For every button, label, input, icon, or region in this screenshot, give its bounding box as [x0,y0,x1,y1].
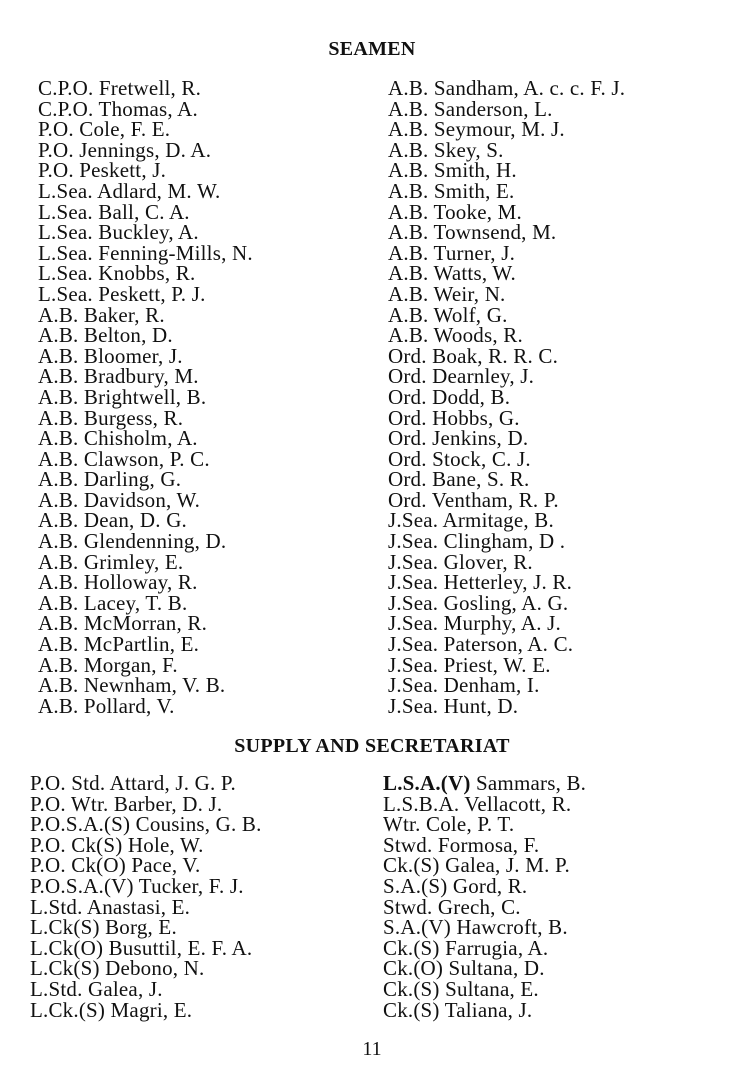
crew-entry: J.Sea. Murphy, A. J. [388,611,561,636]
crew-entry: A.B. Clawson, P. C. [38,446,210,471]
crew-entry: A.B. Seymour, M. J. [388,117,565,142]
crew-entry: J.Sea. Hunt, D. [388,693,519,718]
crew-entry: P.O.S.A.(V) Tucker, F. J. [30,873,244,898]
crew-entry: A.B. Wolf, G. [388,302,508,327]
crew-entry: P.O. Peskett, J. [38,158,167,183]
crew-entry: L.Sea. Peskett, P. J. [38,281,206,306]
crew-entry: A.B. Pollard, V. [38,693,175,718]
crew-entry: A.B. Skey, S. [388,137,504,162]
crew-entry: Ord. Dearnley, J. [388,364,535,389]
crew-entry: S.A.(V) Hawcroft, B. [383,915,568,940]
crew-entry: P.O. Ck(O) Pace, V. [30,853,201,878]
crew-entry: L.Ck(S) Debono, N. [30,956,205,981]
crew-entry: L.Sea. Adlard, M. W. [38,178,221,203]
crew-entry: C.P.O. Fretwell, R. [38,76,202,100]
supply-heading: SUPPLY AND SECRETARIAT [234,735,510,757]
crew-entry: A.B. McMorran, R. [38,611,208,636]
crew-entry: L.Sea. Fenning-Mills, N. [38,240,253,265]
crew-entry: Ck.(O) Sultana, D. [383,956,545,981]
crew-entry: S.A.(S) Gord, R. [383,873,528,898]
crew-entry: Stwd. Formosa, F. [383,832,540,857]
supply-left-column [30,773,262,1020]
seamen-left-column [38,78,253,716]
crew-entry: L.Sea. Buckley, A. [38,220,199,245]
crew-entry: L.Sea. Knobbs, R. [38,261,196,286]
crew-entry: Ck.(S) Galea, J. M. P. [383,853,570,878]
crew-entry: J.Sea. Armitage, B. [388,508,554,533]
crew-entry: Ord. Hobbs, G. [388,405,520,430]
crew-entry: A.B. Burgess, R. [38,405,184,430]
supply-right-first-entry [383,773,586,794]
rating-abbrev: L.S.A.(V) [383,771,471,795]
crew-entry: P.O. Std. Attard, J. G. P. [30,771,236,795]
crew-entry: A.B. Weir, N. [388,281,506,306]
entry-name: Sammars, B. [470,771,587,795]
crew-entry: L.Ck(O) Busuttil, E. F. A. [30,935,253,960]
crew-entry: P.O. Cole, F. E. [38,117,171,142]
crew-entry: A.B. Glendenning, D. [38,529,227,554]
crew-entry: A.B. Watts, W. [388,261,516,286]
crew-entry: Wtr. Cole, P. T. [383,812,515,837]
crew-entry: L.Ck.(S) Magri, E. [30,997,193,1022]
crew-entry: J.Sea. Priest, W. E. [388,652,551,677]
crew-entry: A.B. Sanderson, L. [388,96,553,121]
crew-entry: A.B. Chisholm, A. [38,426,198,451]
crew-entry: A.B. Newnham, V. B. [38,673,226,698]
crew-entry: L.Std. Galea, J. [30,976,163,1001]
crew-entry: Ord. Boak, R. R. C. [388,343,559,368]
crew-entry: L.Sea. Ball, C. A. [38,199,190,224]
crew-entry: J.Sea. Paterson, A. C. [388,632,574,657]
crew-entry: Ck.(S) Sultana, E. [383,976,539,1001]
crew-entry: Ord. Stock, C. J. [388,446,531,471]
crew-entry: A.B. Lacey, T. B. [38,590,188,615]
crew-entry: A.B. Belton, D. [38,323,173,348]
crew-entry: A.B. Brightwell, B. [38,384,207,409]
crew-entry: A.B. Bradbury, M. [38,364,199,389]
seamen-right-column [388,78,625,716]
crew-entry: L.Ck(S) Borg, E. [30,915,177,940]
crew-entry: A.B. McPartlin, E. [38,632,200,657]
seamen-heading: SEAMEN [328,38,416,60]
crew-entry: A.B. Tooke, M. [388,199,522,224]
crew-entry: Stwd. Grech, C. [383,894,521,919]
crew-entry: A.B. Turner, J. [388,240,516,265]
crew-entry: Ord. Bane, S. R. [388,467,530,492]
crew-entry: A.B. Grimley, E. [38,549,184,574]
crew-entry: A.B. Davidson, W. [38,487,201,512]
crew-entry: L.S.B.A. Vellacott, R. [383,791,572,816]
page-number: 11 [362,1038,382,1060]
crew-entry: Ord. Ventham, R. P. [388,487,559,512]
crew-entry: A.B. Smith, H. [388,158,517,183]
crew-entry: A.B. Smith, E. [388,178,515,203]
crew-entry: A.B. Townsend, M. [388,220,557,245]
crew-entry: P.O. Ck(S) Hole, W. [30,832,204,857]
crew-entry: P.O. Wtr. Barber, D. J. [30,791,223,816]
crew-entry: J.Sea. Gosling, A. G. [388,590,569,615]
crew-entry: A.B. Morgan, F. [38,652,178,677]
crew-entry: A.B. Darling, G. [38,467,182,492]
crew-entry: P.O. Jennings, D. A. [38,137,212,162]
crew-entry: J.Sea. Denham, I. [388,673,540,698]
crew-entry: C.P.O. Thomas, A. [38,96,198,121]
crew-entry: Ck.(S) Farrugia, A. [383,935,549,960]
crew-entry: A.B. Dean, D. G. [38,508,188,533]
crew-entry: Ck.(S) Taliana, J. [383,997,533,1022]
crew-entry: L.Std. Anastasi, E. [30,894,191,919]
crew-entry: Ord. Jenkins, D. [388,426,529,451]
crew-entry: P.O.S.A.(S) Cousins, G. B. [30,812,262,837]
crew-entry: J.Sea. Clingham, D . [388,529,566,554]
crew-entry: J.Sea. Hetterley, J. R. [388,570,573,595]
crew-entry: A.B. Woods, R. [388,323,523,348]
supply-right-column [383,773,586,1020]
crew-entry: J.Sea. Glover, R. [388,549,533,574]
crew-entry: A.B. Bloomer, J. [38,343,183,368]
crew-entry: A.B. Holloway, R. [38,570,198,595]
crew-entry: Ord. Dodd, B. [388,384,511,409]
crew-entry: A.B. Sandham, A. c. c. F. J. [388,76,626,100]
crew-entry: A.B. Baker, R. [38,302,165,327]
